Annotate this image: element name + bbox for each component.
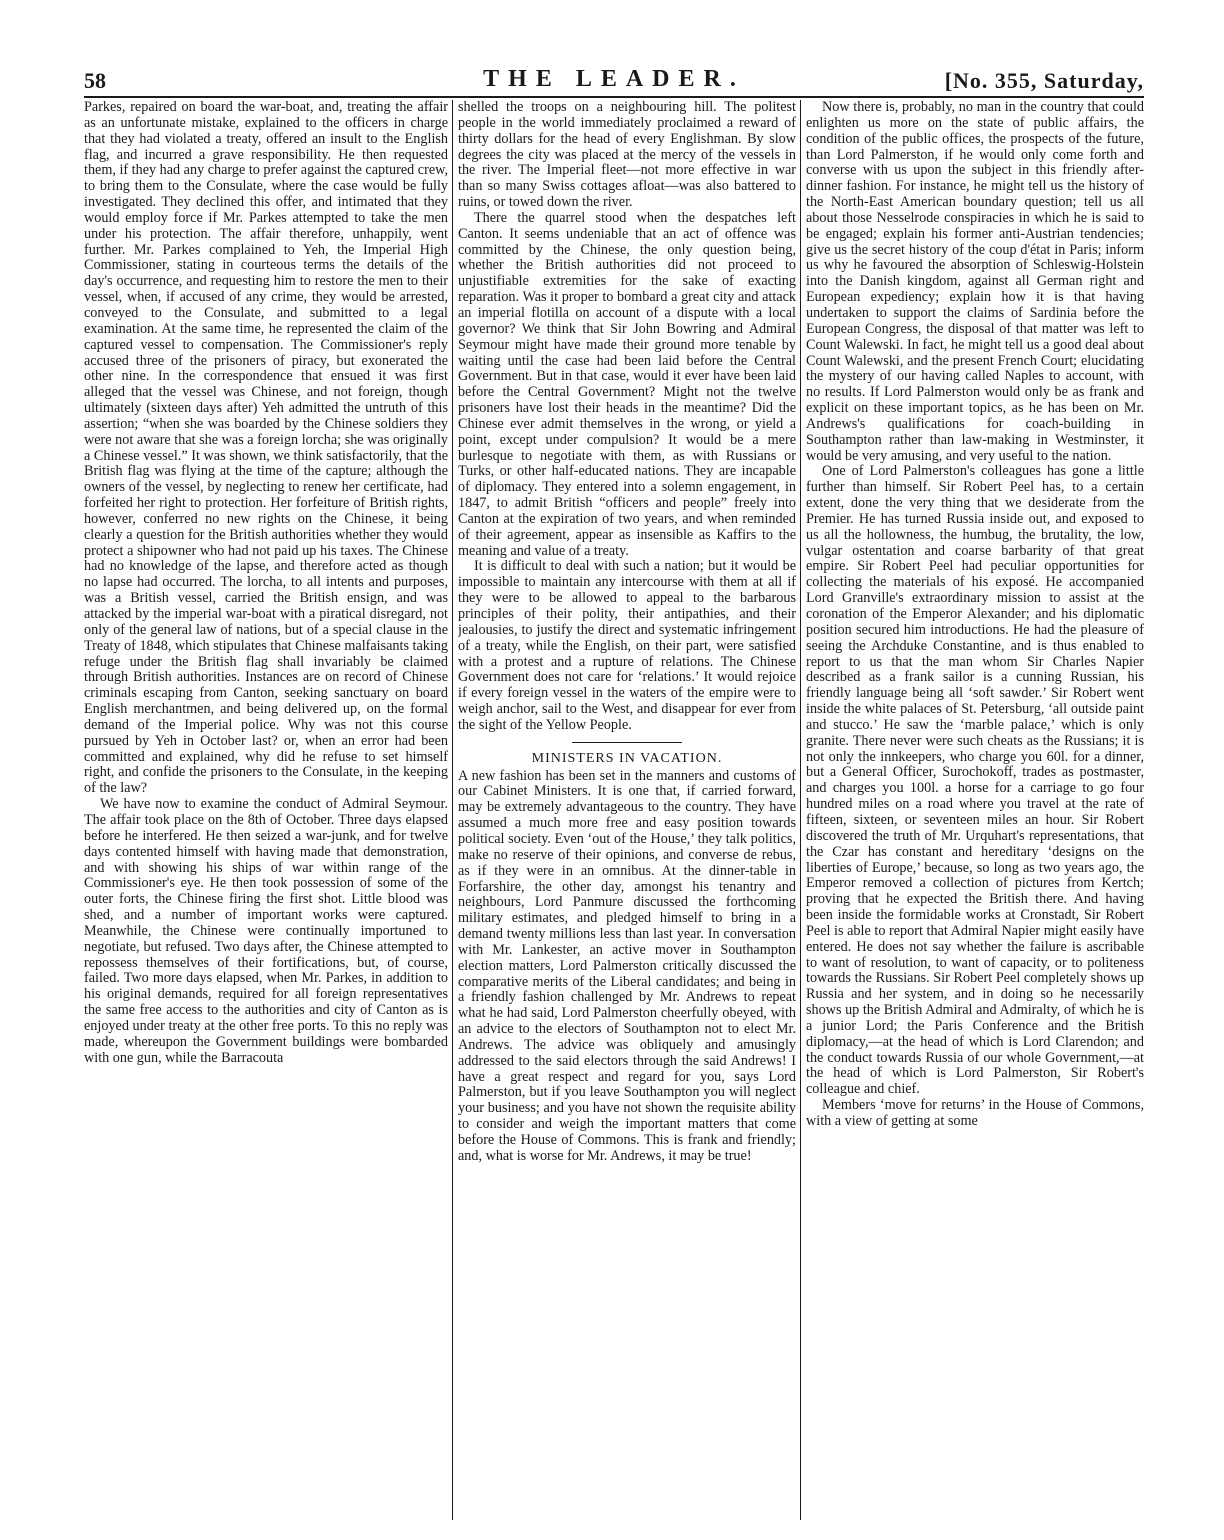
article-paragraph: Members ‘move for returns’ in the House of Commons, with a view of getting at some: [806, 1097, 1144, 1129]
column-3: [806, 100, 1144, 1520]
article-paragraph: shelled the troops on a neighbouring hill. The politest people in the world immediately proclaimed a reward of thirty dollars for the head of every Englishman. By slow degrees the city was placed at the mercy of the vessels in the river. The Imperial fleet—not more effective in war than so many Swiss cottages afloat—was also battered to ruins, or towed down the river.: [458, 100, 796, 211]
column-divider-2: [800, 100, 801, 1520]
newspaper-title: THE LEADER.: [483, 66, 745, 92]
section-divider: [572, 742, 682, 743]
section-heading: MINISTERS IN VACATION.: [531, 750, 723, 766]
article-paragraph: Now there is, probably, no man in the country that could enlighten us more on the state of public affairs, the condition of the public offices, the prospects of the future, than Lord Palmerston, if he would only come forth and converse with us upon the subject in this friendly after-dinner fashion. For instance, he might tell us the history of the North-East American boundary question; tell us all about those Nesselrode conspiracies in which he is said to be engaged; explain his former anti-Austrian tendencies; give us the secret history of the coup d'état in Paris; inform us why he favoured the absorption of Schleswig-Holstein into the Danish kingdom, against all German right and European expediency; explain how it is that having undertaken to support the claims of Sardinia before the European Congress, the disposal of that matter was left to Count Walewski. In fact, he might tell us a good deal about Count Walewski, and the present French Court; elucidating the mystery of our having called Naples to account, with no results. If Lord Palmerston would only be as frank and explicit on these important topics, as he has been on Mr. Andrews's qualifications for coach-building in Southampton rather than law-making in Westminster, it would be very amusing, and very useful to the nation.: [806, 100, 1144, 464]
article-paragraph: It is difficult to deal with such a nation; but it would be impossible to maintain any intercourse with them at all if they were to be allowed to appeal to the barbarous principles of their polity, their antipathies, and their jealousies, to justify the direct and systematic infringement of a treaty, while the English, on their part, were satisfied with a protest and a rupture of relations. The Chinese Government does not care for ‘relations.’ It would rejoice if every foreign vessel in the waters of the empire were to weigh anchor, sail to the West, and disappear for ever from the sight of the Yellow People.: [458, 558, 796, 733]
masthead-rule: [84, 96, 1144, 98]
column-divider-1: [452, 100, 453, 1520]
article-paragraph: Parkes, repaired on board the war-boat, and, treating the affair as an unfortunate mistake, explained to the officers in charge that they had violated a treaty, offered an insult to the English flag, and incurred a grave responsibility. He then requested them, if they had any charge to prefer against the captured crew, to bring them to the Consulate, where the case would be fully investigated. They declined this offer, and intimated that they would employ force if Mr. Parkes attempted to take the men under his protection. The affair therefore, unhappily, went further. Mr. Parkes complained to Yeh, the Imperial High Commissioner, stating in courteous terms the details of the day's occurrence, and requesting him to restore the men to their vessel, when, if accused of any crime, they would be arrested, conveyed to the Consulate, and submitted to a legal examination. At the same time, he represented the claim of the captured vessel to compensation. The Commissioner's reply accused three of the prisoners of piracy, but exonerated the other nine. In the correspondence that ensued it was first alleged that the vessel was Chinese, and not foreign, though ultimately (sixteen days after) Yeh admitted the untruth of this assertion; “when she was boarded by the Chinese soldiers they were not aware that she was a foreign lorcha; she was originally a Chinese vessel.” It was shown, we think satisfactorily, that the British flag was flying at the time of the capture; although the owners of the vessel, by neglecting to renew her certificate, had forfeited her right to protection. Her forfeiture of British rights, however, conferred no new rights on the Chinese, it being clearly a question for the British authorities whether they would protect a shipowner who had not paid up his taxes. The Chinese had no knowledge of the lapse, and therefore acted as though no lapse had occurred. The lorcha, to all intents and purposes, was a British vessel, carried the British ensign, and was attacked by the imperial war-boat with a piratical disregard, not only of the general law of nations, but of a special clause in the Treaty of 1848, which stipulates that Chinese malfaisants taking refuge under the British flag shall invariably be claimed through British authorities. Instances are on record of Chinese criminals escaping from Canton, seeking sanctuary on board English merchantmen, and being delivered up, on the formal demand of the Imperial police. Why was not this course pursued by Yeh in October last? or, when an error had been committed and explained, why did he refuse to set himself right, and confide the prisoners to the Consulate, in the keeping of the law?: [84, 100, 448, 797]
column-1: [84, 100, 448, 1520]
article-paragraph: There the quarrel stood when the despatches left Canton. It seems undeniable that an act of offence was committed by the Chinese, the only question being, whether the British authorities did not proceed to unjustifiable extremities for the sake of exacting reparation. Was it proper to bombard a great city and attack an imperial flotilla on account of a dispute with a local governor? We think that Sir John Bowring and Admiral Seymour might have made their ground more tenable by waiting until the case had been laid before the Central Government. But in that case, would it ever have been laid before the Central Government? Might not the twelve prisoners have lost their heads in the meantime? Did the Chinese ever admit themselves in the wrong, or yield a point, except under compulsion? It would be a mere burlesque to negotiate with them, as with Russians or Turks, or other half-educated nations. They are incapable of diplomacy. They entered into a solemn engagement, in 1847, to admit British “officers and people” freely into Canton at the expiration of two years, and when reminded of their agreement, appear as insensible as Kaffirs to the meaning and value of a treaty.: [458, 209, 796, 559]
issue-number-date: [No. 355, Saturday,: [944, 68, 1144, 93]
article-paragraph: We have now to examine the conduct of Admiral Seymour. The affair took place on the 8th of October. Three days elapsed before he interfered. He then seized a war-junk, and for twelve days contented himself with having made that demonstration, and with showing his ships of war within range of the Commissioner's eye. He then took possession of some of the outer forts, the Chinese firing the first shot. Little blood was shed, and a number of important works were captured. Meanwhile, the Chinese were continually importuned to negotiate, but refused. Two days after, the Chinese attempted to repossess themselves of their fortifications, but, of course, failed. Two more days elapsed, when Mr. Parkes, in addition to his original demands, required for all foreign representatives the same free access to the authorities and city of Canton as is enjoyed under treaty at the other free ports. To this no reply was made, whereupon the Government buildings were bombarded with one gun, while the Barracouta: [84, 796, 448, 1066]
article-paragraph: A new fashion has been set in the manners and customs of our Cabinet Ministers. It is one that, if carried forward, may be extremely advantageous to the country. They have assumed a much more free and easy position towards political society. Even ‘out of the House,’ they talk politics, make no reserve of their opinions, and converse de rebus, as if they were in an omnibus. At the dinner-table in Forfarshire, the other day, amongst his tenantry and neighbours, Lord Panmure discussed the forthcoming military estimates, and pledged himself to bring in a demand twenty millions less than last year. In conversation with Mr. Lankester, an active mover in Southampton election matters, Lord Palmerston critically discussed the comparative merits of the Liberal candidates; and being in a friendly fashion challenged by Mr. Andrews to repeat what he had said, Lord Palmerston cheerfully obeyed, with an advice to the electors of Southampton not to elect Mr. Andrews. The advice was obliquely and amusingly addressed to the said electors through the said Andrews! I have a great respect and regard for you, says Lord Palmerston, but if you leave Southampton you will neglect your business; and you have not shown the requisite ability to consider and weigh the important matters that come before the House of Commons. This is frank and friendly; and, what is worse for Mr. Andrews, it may be true!: [458, 767, 796, 1164]
article-paragraph: One of Lord Palmerston's colleagues has gone a little further than himself. Sir Robert Peel has, to a certain extent, done the very thing that we desiderate from the Premier. He has turned Russia inside out, and exposed to us all the hollowness, the humbug, the brutality, the low, vulgar ostentation and coarse barbarity of that great empire. Sir Robert Peel had peculiar opportunities for collecting the materials of his exposé. He accompanied Lord Granville's extraordinary mission to assist at the coronation of the Emperor Alexander; and his diplomatic position secured him introductions. He had the pleasure of seeing the Archduke Constantine, and is thus enabled to report to us that the man whom Sir Charles Napier described as a frank sailor is a cunning Russian, his friendly language being all ‘soft sawder.’ Sir Robert went inside the white palaces of St. Petersburg, ‘all outside paint and stucco.’ He saw the ‘marble palace,’ which is only granite. There never were such cheats as the Russians; it is not only the innkeepers, who charge you 60l. for a dinner, but a General Officer, Surochokoff, trades as postmaster, and charges you 100l. a horse for a carriage to go four hundred miles on a road where you travel at the rate of fifteen, sixteen, or seventeen miles an hour. Sir Robert discovered the truth of Mr. Urquhart's representations, that the Czar has constant and hereditary ‘designs on the liberties of Europe,’ because, so long as two years ago, the Emperor removed a collection of pictures from Kertch; proving that he expected the British there. And having been inside the formidable works at Cronstadt, Sir Robert Peel is able to report that Admiral Napier might easily have entered. He does not say whether the failure is ascribable to want of resolution, to want of capacity, or to politeness towards the Russians. Sir Robert Peel completely shows up Russia and her system, and in doing so he necessarily shows up the British Admiral and Admiralty, of which he is a junior Lord; the Paris Conference and the British diplomacy,—at the head of which is Lord Clarendon; and the conduct towards Russia of our whole Government,—at the head of which is Lord Palmerston, Sir Robert's colleague and chief.: [806, 463, 1144, 1098]
masthead: [84, 64, 1144, 100]
column-2: [458, 100, 796, 1520]
page-number: 58: [84, 68, 106, 93]
